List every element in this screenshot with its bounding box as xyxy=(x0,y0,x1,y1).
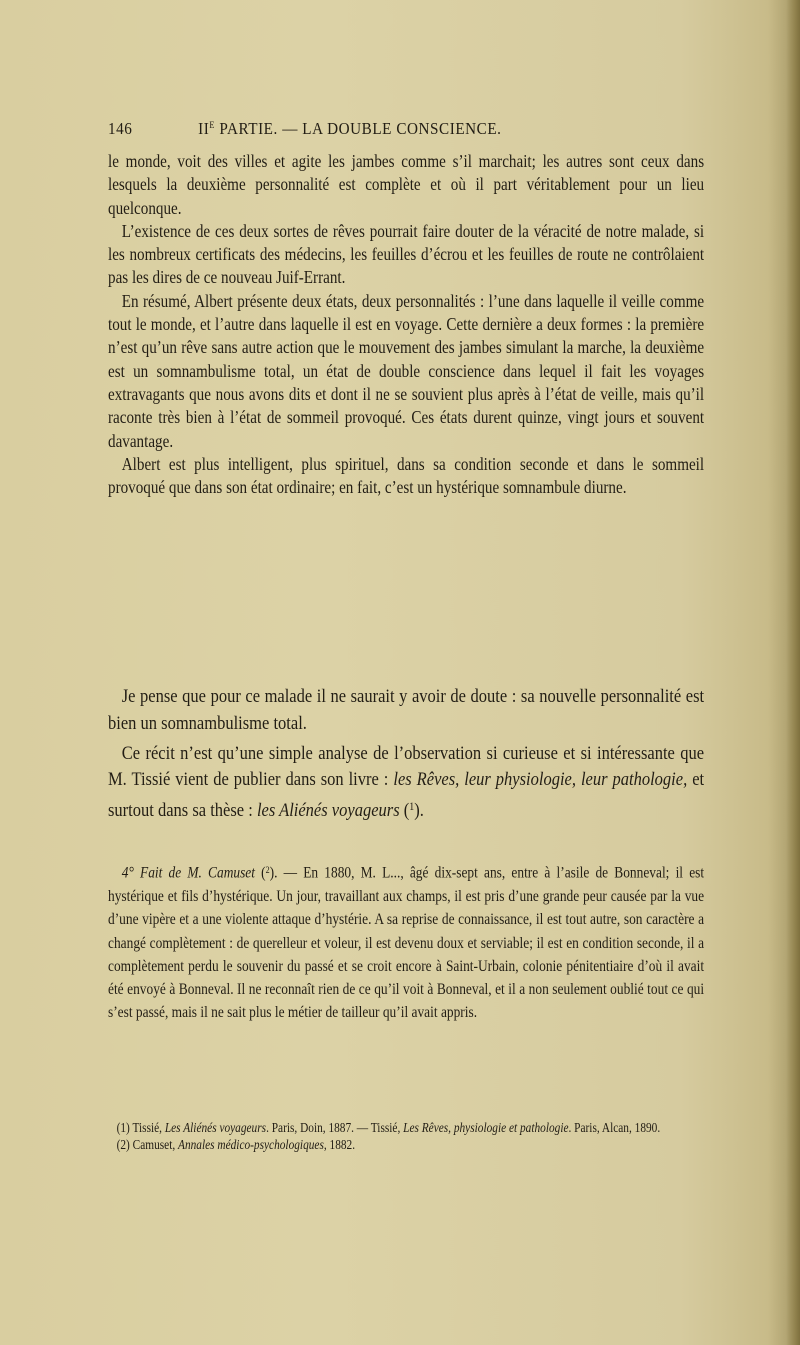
running-title xyxy=(198,119,501,139)
footnote-marker: (2) xyxy=(116,1136,130,1152)
part-numeral: II xyxy=(198,119,210,138)
paragraph-6: Ce récit n’est qu’une simple analyse de l’observation si curieuse et si intéressante que M. Tissié vient de publier dans son livre : les Rêves, leur physiologie, leur pathologie, et surtout dans sa thèse : les Aliénés voyageurs ($^1$). xyxy=(108,742,705,821)
paragraph-case-camuset: 4° Fait de M. Camuset ($^2$). — En 1880, M. L..., âgé dix-sept ans, entre à l’asile de Bonneval; il est hystérique et fils d’hystérique. Un jour, travaillant aux champs, il est pris d’une grande peur causée par la vue d’une vipère et a une violente attaque d’hystérie. A sa reprise de connaissance, il est tout autre, son caractère a changé complètement : de querelleur et voleur, il est devenu doux et serviable; il est en condition seconde, il a complètement perdu le souvenir du passé et se croit encore à Saint-Urbain, colonie pénitentiaire d’où il avait été envoyé à Bonneval. Il ne reconnaît rien de ce qu’il voit à Bonneval, et il a non seulement oublié tout ce qui s’est passé, mais il ne sait plus le métier de tailleur qu’il avait appris. xyxy=(108,864,705,1022)
thesis-title-alienes: les Aliénés voyageurs xyxy=(256,799,400,821)
paragraph-2: L’existence de ces deux sortes de rêves pourrait faire douter de la véracité de notre malade, si les nombreux certificats des médecins, les feuilles d’écrou et les feuilles de route ne contrôlaient pas les dires de ce nouveau Juif-Errant. xyxy=(108,220,705,288)
paragraph-3: En résumé, Albert présente deux états, deux personnalités : l’une dans laquelle il veille comme tout le monde, et l’autre dans laquelle il est en voyage. Cette dernière a deux formes : la première n’est qu’un rêve sans autre action que le mouvement des jambes simulant la marche, la deuxième est un somnambulisme total, un état de double conscience dans lequel il fait les voyages extravagants que nous avons dits et dont il ne se souvient plus après à l’état de veille, mais qu’il raconte très bien à l’état de sommeil provoqué. Ces états durent quinze, vingt jours et souvent davantage. xyxy=(108,290,705,451)
part-ordinal-suffix: E xyxy=(209,120,216,130)
footnote-marker: (1) xyxy=(116,1120,130,1135)
paragraph-4: Albert est plus intelligent, plus spirituel, dans sa condition seconde et dans le sommeil provoqué que dans son état ordinaire; en fait, c’est un hystérique somnambule diurne. xyxy=(108,453,705,498)
footnote-ref-2[interactable]: 2 xyxy=(265,866,270,876)
running-header xyxy=(108,119,502,143)
footnote-ref-1[interactable]: 1 xyxy=(409,801,415,814)
paragraph-1: le monde, voit des villes et agite les jambes comme s’il marchait; les autres sont ceux dans lesquels la deuxième personnalité est complète et où il part véritablement pour un lieu quelconque. xyxy=(108,151,705,218)
case-text: — En 1880, M. L..., âgé dix-sept ans, entre à l’asile de Bonneval; il est hystérique et fils d’hystérique. Un jour, travaillant aux champs, il est pris d’une grande peur causée par la vue d’une vipère et a une violente attaque d’hystérie. A sa reprise de connaissance, il est tout autre, son caractère a changé complètement : de querelleur et voleur, il est devenu doux et serviable; il est en condition seconde, il a complètement perdu le souvenir du passé et se croit encore à Saint-Urbain, colonie pénitentiaire d’où il avait été envoyé à Bonneval. Il ne reconnaît rien de ce qu’il voit à Bonneval, et il a non seulement oublié tout ce qui s’est passé, mais il ne sait plus le métier de tailleur qu’il avait appris. xyxy=(108,864,705,1022)
book-title-reves: les Rêves, leur physiologie, leur pathologie, xyxy=(393,769,688,791)
paragraph-5: Je pense que pour ce malade il ne saurait y avoir de doute : sa nouvelle personnalité est bien un somnambulisme total. xyxy=(108,686,705,734)
footnotes xyxy=(108,1120,704,1154)
body-text-case xyxy=(108,860,704,1025)
footnote-2: (2) Camuset, Annales médico-psychologiques, 1882. xyxy=(116,1136,356,1152)
footnote-1: (1) Tissié, Les Aliénés voyageurs. Paris, Doin, 1887. — Tissié, Les Rêves, physiologie et pathologie. Paris, Alcan, 1890. xyxy=(116,1120,661,1135)
case-title: 4° Fait de M. Camuset xyxy=(121,864,255,882)
page-edge-shadow xyxy=(786,0,800,1345)
page-number: 146 xyxy=(108,119,133,138)
body-text-commentary xyxy=(108,684,704,825)
chapter-title: PARTIE. — LA DOUBLE CONSCIENCE. xyxy=(219,119,502,138)
body-text-upper xyxy=(108,150,704,499)
